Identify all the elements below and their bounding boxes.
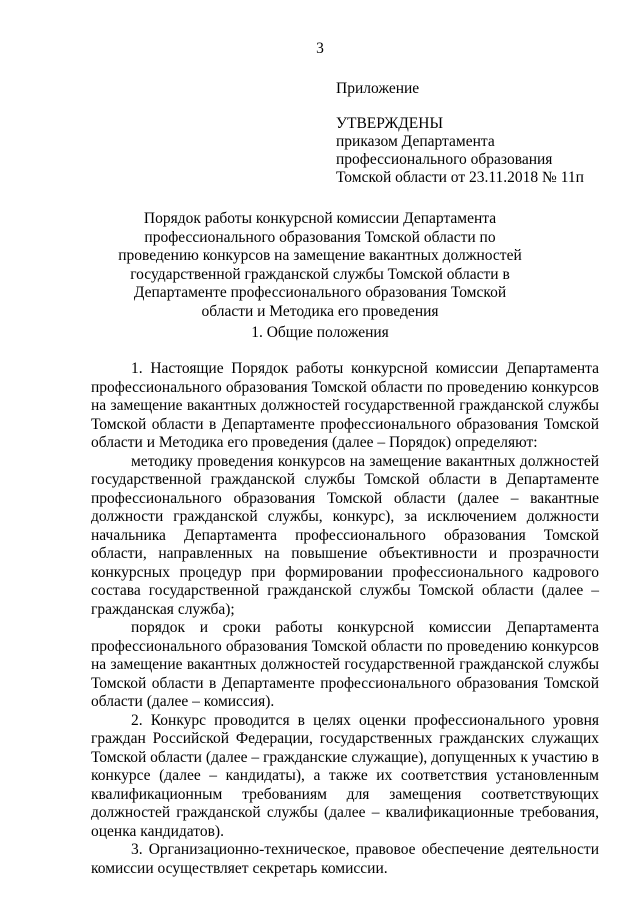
approval-block: [336, 80, 626, 187]
title-line: проведению конкурсов на замещение вакантных должностей: [118, 247, 522, 264]
title-line: области и Методика его проведения: [201, 302, 439, 320]
paragraph: 2. Конкурс проводится в целях оценки профессионального уровня граждан Российской Федерации, государственных гражданских служащих Томской области (далее – гражданские служащие), допущенных к участию в конкурсе (далее – кандидаты), а также их соответствия установленным квалификационным требованиям для замещения соответствующих должностей гражданской службы (далее – квалификационные требования, оценка кандидатов).: [91, 711, 599, 840]
approval-line: профессионального образования: [336, 151, 553, 168]
page-number: 3: [316, 40, 324, 57]
approval-line: Томской области от 23.11.2018 № 11п: [336, 169, 584, 186]
paragraph: 3. Организационно-техническое, правовое обеспечение деятельности комиссии осуществляет секретарь комиссии.: [91, 841, 599, 877]
appendix-label: Приложение: [336, 80, 420, 97]
paragraph: методику проведения конкурсов на замещение вакантных должностей государственной гражданской службы Томской области в Департаменте профессионального образования Томской области (далее – вакантные должности гражданской службы, конкурс), за исключением должности начальника Департамента профессионального образования Томской области, направленных на повышение объективности и прозрачности конкурсных процедур при формировании профессионального кадрового состава государственной гражданской службы Томской области (далее – гражданская служба);: [91, 452, 599, 618]
body-text: [91, 360, 599, 878]
title-line: профессионального образования Томской области по: [144, 228, 496, 246]
approval-line: приказом Департамента: [336, 133, 495, 150]
title-line: Департаменте профессионального образования Томской: [133, 284, 507, 301]
section-heading: 1. Общие положения: [251, 324, 389, 341]
title-line: государственной гражданской службы Томской области в: [130, 265, 510, 283]
document-title: [105, 210, 535, 321]
paragraph: порядок и сроки работы конкурсной комиссии Департамента профессионального образования Томской области по проведению конкурсов на замещение вакантных должностей государственной гражданской службы Томской области в Департаменте профессионального образования Томской области (далее – комиссия).: [91, 619, 599, 710]
approved-label: УТВЕРЖДЕНЫ: [336, 115, 443, 132]
title-line: Порядок работы конкурсной комиссии Департамента: [143, 210, 497, 227]
paragraph: 1. Настоящие Порядок работы конкурсной комиссии Департамента профессионального образования Томской области по проведению конкурсов на замещение вакантных должностей государственной гражданской службы Томской области в Департаменте профессионального образования Томской области и Методика его проведения (далее – Порядок) определяют:: [91, 360, 599, 451]
